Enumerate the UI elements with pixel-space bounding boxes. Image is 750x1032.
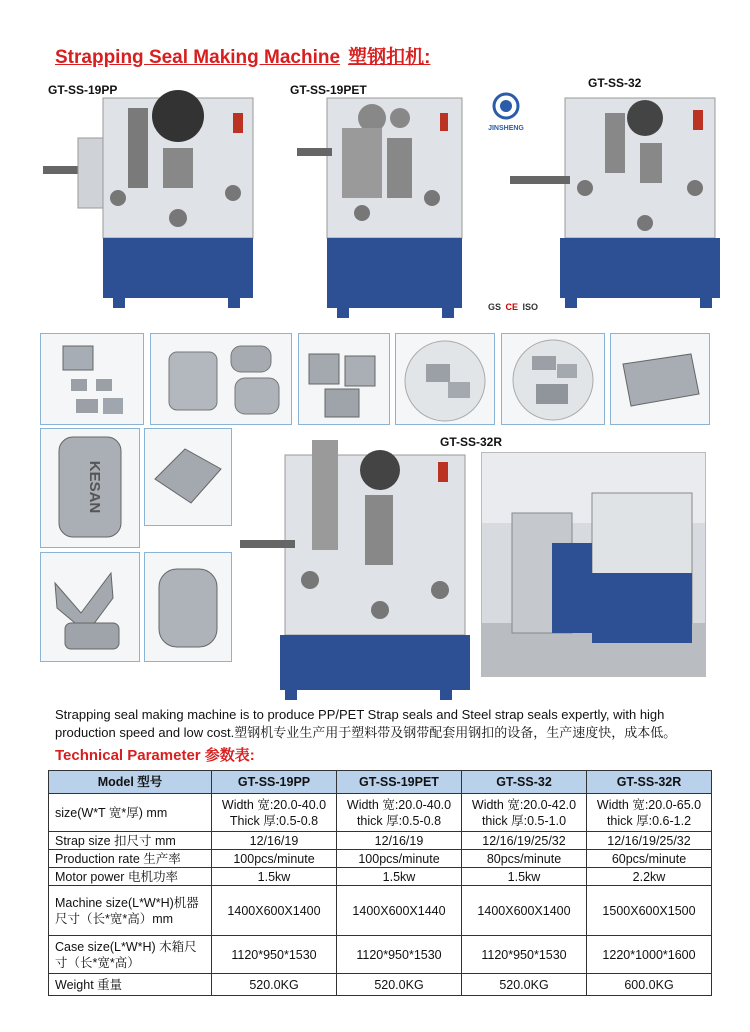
- kesan-seal-image: [41, 429, 139, 547]
- cell-line: 600.0KG: [624, 977, 674, 992]
- cell-line: 1120*950*1530: [356, 947, 442, 962]
- table-cell: [462, 850, 587, 868]
- cell-line: 520.0KG: [499, 977, 549, 992]
- header-gt-ss-19pp: GT-SS-19PP: [212, 771, 337, 794]
- cell-line: 1120*950*1530: [481, 947, 567, 962]
- factory-image: [482, 453, 705, 676]
- table-cell: [337, 868, 462, 886]
- cell-line: 1220*1000*1600: [602, 947, 696, 962]
- seal-photo-6: [610, 333, 710, 425]
- cell-line: thick 厚:0.6-1.2: [606, 813, 692, 828]
- cell-line: thick 厚:0.5-1.0: [481, 813, 567, 828]
- description-text: Strapping seal making machine is to produce PP/PET Strap seals and Steel strap seals expertly, with high production speed and low cost.塑钢机专业生产用于塑料带及钢带配套用钢扣的设备，生产速度快，成本低。: [55, 707, 677, 740]
- seal-photo-4: [395, 333, 495, 425]
- cell-line: 1500X600X1500: [602, 903, 696, 918]
- table-row: [49, 850, 712, 868]
- row-label: Weight 重量: [49, 974, 212, 996]
- cell-line: thick 厚:0.5-0.8: [356, 813, 442, 828]
- table-row: [49, 868, 712, 886]
- machine-label-19pet: GT-SS-19PET: [290, 83, 367, 97]
- machine-label-32r: GT-SS-32R: [440, 435, 503, 449]
- seal-image-7: [145, 429, 231, 525]
- iso-badge: ISO: [522, 302, 538, 312]
- table-cell: [587, 832, 712, 850]
- factory-photo: [481, 452, 706, 677]
- table-cell: [462, 832, 587, 850]
- row-label: Machine size(L*W*H)机器尺寸（长*宽*高）mm: [49, 886, 212, 936]
- table-row: [49, 832, 712, 850]
- cell-line: 12/16/19: [249, 833, 299, 848]
- cell-line: 80pcs/minute: [486, 851, 562, 866]
- header-gt-ss-32r: GT-SS-32R: [587, 771, 712, 794]
- table-cell: [212, 936, 337, 974]
- seal-photo-1: [40, 333, 144, 425]
- table-cell: [462, 936, 587, 974]
- cell-line: Width 宽:20.0-40.0: [346, 797, 452, 812]
- table-row: [49, 936, 712, 974]
- header-model: Model 型号: [49, 771, 212, 794]
- cell-line: 2.2kw: [632, 869, 666, 884]
- kesan-stamp-text: KESAN: [86, 460, 103, 514]
- cell-line: 100pcs/minute: [233, 851, 315, 866]
- table-cell: [587, 794, 712, 832]
- seal-photo-9: [144, 552, 232, 662]
- seal-photo-5: [501, 333, 605, 425]
- table-cell: [212, 974, 337, 996]
- table-cell: [587, 850, 712, 868]
- ce-badge: CE: [505, 302, 518, 312]
- cell-line: 1.5kw: [257, 869, 291, 884]
- table-cell: [587, 868, 712, 886]
- header-gt-ss-32: GT-SS-32: [462, 771, 587, 794]
- seal-image-2: [151, 334, 291, 424]
- table-cell: [337, 850, 462, 868]
- cell-line: Width 宽:20.0-42.0: [471, 797, 577, 812]
- spec-table-header: [49, 771, 712, 794]
- table-row: [49, 886, 712, 936]
- table-cell: [462, 974, 587, 996]
- gs-badge: GS: [488, 302, 502, 312]
- cell-line: 1400X600X1400: [477, 903, 571, 918]
- cell-line: 1120*950*1530: [231, 947, 317, 962]
- cell-line: 1400X600X1400: [227, 903, 321, 918]
- logo-text: JINSHENG: [488, 125, 524, 132]
- seal-photo-3: [298, 333, 390, 425]
- machine-photo-19pet: [292, 88, 472, 320]
- seal-image-1: [41, 334, 143, 424]
- machine-photo-32r: [240, 440, 470, 700]
- seal-image-6: [611, 334, 709, 424]
- table-cell: [212, 850, 337, 868]
- table-cell: [337, 832, 462, 850]
- cell-line: Width 宽:20.0-65.0: [596, 797, 702, 812]
- table-cell: [462, 868, 587, 886]
- table-cell: [587, 886, 712, 936]
- seal-photo-8: [40, 552, 140, 662]
- table-cell: [337, 794, 462, 832]
- table-cell: [337, 886, 462, 936]
- table-cell: [337, 936, 462, 974]
- table-cell: [587, 974, 712, 996]
- cell-line: 60pcs/minute: [611, 851, 687, 866]
- machine-label-32: GT-SS-32: [588, 76, 642, 90]
- seal-photo-2: [150, 333, 292, 425]
- page-title: [55, 42, 430, 69]
- header-gt-ss-19pet: GT-SS-19PET: [337, 771, 462, 794]
- row-label: Case size(L*W*H) 木箱尺寸（长*宽*高）: [49, 936, 212, 974]
- table-row: [49, 794, 712, 832]
- cell-line: Thick 厚:0.5-0.8: [229, 813, 319, 828]
- title-cn: 塑钢扣机:: [348, 47, 431, 68]
- seal-image-9: [145, 553, 231, 661]
- seal-image-3: [299, 334, 389, 424]
- cell-line: 12/16/19/25/32: [607, 833, 691, 848]
- row-label: size(W*T 宽*厚) mm: [49, 794, 212, 832]
- table-row: [49, 974, 712, 996]
- cell-line: 100pcs/minute: [358, 851, 440, 866]
- table-cell: [462, 886, 587, 936]
- row-label: Strap size 扣尺寸 mm: [49, 832, 212, 850]
- seal-image-5: [502, 334, 604, 424]
- cell-line: Width 宽:20.0-40.0: [221, 797, 327, 812]
- technical-parameter-title: Technical Parameter 参数表:: [55, 747, 255, 764]
- table-cell: [462, 794, 587, 832]
- table-cell: [212, 868, 337, 886]
- spec-table: [48, 770, 712, 996]
- table-cell: [212, 794, 337, 832]
- cell-line: 520.0KG: [374, 977, 424, 992]
- table-cell: [337, 974, 462, 996]
- cell-line: 520.0KG: [249, 977, 299, 992]
- seal-image-8: [41, 553, 139, 661]
- cell-line: 1.5kw: [507, 869, 541, 884]
- certification-badges: [488, 297, 538, 315]
- cell-line: 12/16/19/25/32: [482, 833, 566, 848]
- title-en: Strapping Seal Making Machine: [55, 47, 341, 68]
- seal-photo-7: [144, 428, 232, 526]
- row-label: Motor power 电机功率: [49, 868, 212, 886]
- machine-photo-19pp: [38, 88, 268, 310]
- row-label: Production rate 生产率: [49, 850, 212, 868]
- table-cell: [212, 832, 337, 850]
- machine-photo-32: [505, 88, 725, 310]
- seal-image-4: [396, 334, 494, 424]
- cell-line: 1400X600X1440: [352, 903, 446, 918]
- cell-line: 12/16/19: [374, 833, 424, 848]
- cell-line: 1.5kw: [382, 869, 416, 884]
- seal-photo-kesan: [40, 428, 140, 548]
- table-cell: [587, 936, 712, 974]
- machine-label-19pp: GT-SS-19PP: [48, 83, 118, 97]
- table-cell: [212, 886, 337, 936]
